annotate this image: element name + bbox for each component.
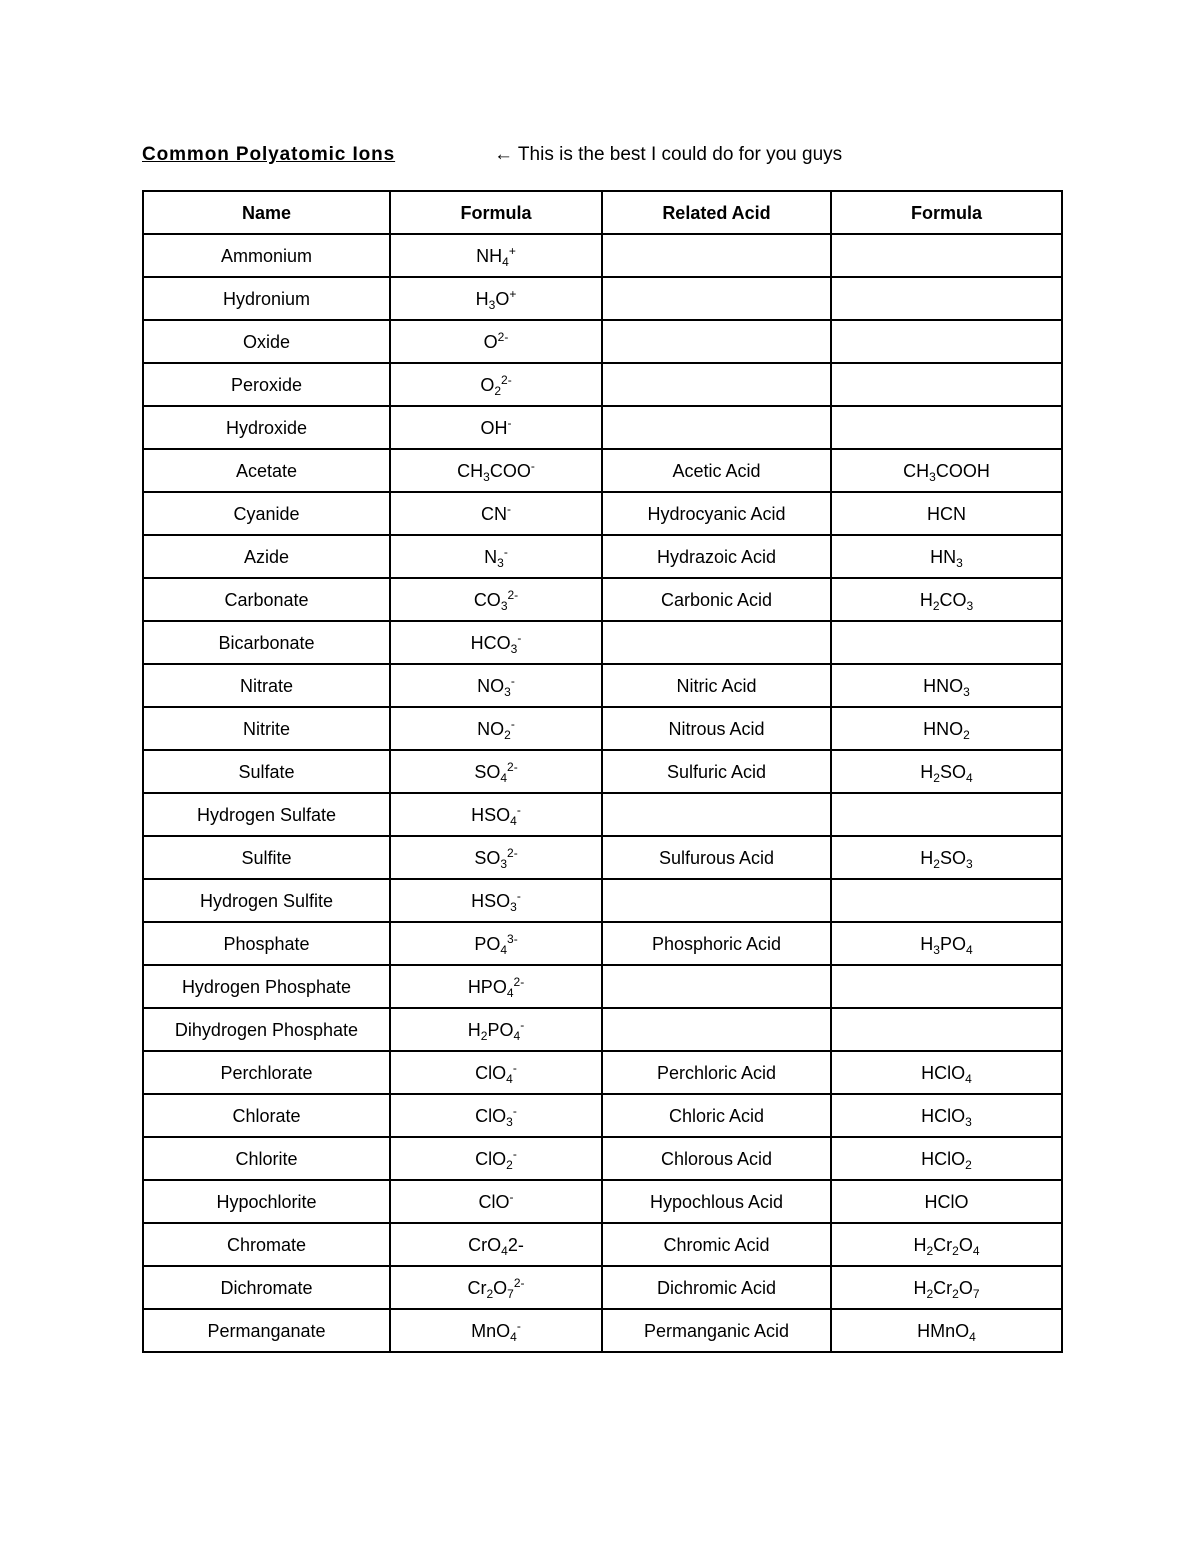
formula-text: CrO <box>468 1234 502 1255</box>
formula-text: HCN <box>927 503 966 524</box>
related-acid-cell: Phosphoric Acid <box>602 922 831 965</box>
ion-name-cell: Nitrate <box>143 664 390 707</box>
ion-name-cell: Hydrogen Sulfite <box>143 879 390 922</box>
formula-subscript: 3 <box>483 469 490 484</box>
formula-text: HNO <box>923 675 964 696</box>
formula-text: SO <box>474 847 501 868</box>
table-row <box>143 449 1062 492</box>
related-acid-cell: Permanganic Acid <box>602 1309 831 1352</box>
ion-name-cell: Phosphate <box>143 922 390 965</box>
table-row <box>143 836 1062 879</box>
related-acid-cell <box>602 406 831 449</box>
related-acid-cell: Hydrazoic Acid <box>602 535 831 578</box>
formula-subscript: 3 <box>929 469 936 484</box>
table-row <box>143 578 1062 621</box>
formula-subscript: 3 <box>510 641 518 656</box>
formula-text: OH <box>480 417 508 438</box>
formula-charge: + <box>508 243 516 258</box>
ion-name-cell: Nitrite <box>143 707 390 750</box>
acid-formula-cell <box>831 922 1062 965</box>
ion-formula-cell <box>390 578 602 621</box>
formula-text: H <box>920 933 934 954</box>
formula-charge: 2- <box>501 372 512 387</box>
formula-subscript: 2 <box>952 1243 959 1258</box>
formula-text: Cr <box>933 1277 953 1298</box>
table-row <box>143 406 1062 449</box>
table-row <box>143 1309 1062 1352</box>
acid-formula-cell <box>831 1266 1062 1309</box>
formula-text: HMnO <box>917 1320 970 1341</box>
formula-charge: - <box>512 1146 517 1161</box>
formula-text: PO <box>487 1019 514 1040</box>
acid-formula-cell <box>831 406 1062 449</box>
formula-subscript: 4 <box>972 1243 980 1258</box>
formula-subscript: 2 <box>926 1243 934 1258</box>
formula-text: PO <box>939 933 966 954</box>
formula-subscript: 3 <box>933 942 940 957</box>
formula-text: O <box>958 1234 973 1255</box>
formula-charge: - <box>510 673 515 688</box>
formula-subscript: 2 <box>926 1286 934 1301</box>
acid-formula-cell <box>831 234 1062 277</box>
formula-text: SO <box>474 761 501 782</box>
ion-name-cell: Dichromate <box>143 1266 390 1309</box>
formula-text: CH <box>903 460 930 481</box>
table-body <box>143 234 1062 1352</box>
acid-formula-cell <box>831 1008 1062 1051</box>
formula-text: HPO <box>467 976 507 997</box>
formula-text: NO <box>477 718 505 739</box>
table-row <box>143 234 1062 277</box>
page-heading <box>142 142 1062 168</box>
formula-charge: 2- <box>513 974 525 989</box>
ion-formula-cell <box>390 664 602 707</box>
formula-charge: - <box>507 501 511 516</box>
formula-text: CO <box>473 589 501 610</box>
formula-charge: + <box>509 286 517 301</box>
ion-formula-cell <box>390 363 602 406</box>
formula-text: CO <box>939 589 967 610</box>
formula-text: O <box>483 331 498 352</box>
related-acid-cell: Hydrocyanic Acid <box>602 492 831 535</box>
table-row <box>143 277 1062 320</box>
formula-text: H <box>920 847 934 868</box>
acid-formula-cell <box>831 320 1062 363</box>
related-acid-cell <box>602 234 831 277</box>
ion-name-cell: Hydrogen Phosphate <box>143 965 390 1008</box>
ion-name-cell: Sulfite <box>143 836 390 879</box>
formula-subscript: 2 <box>506 1157 513 1172</box>
formula-text: MnO <box>471 1320 511 1341</box>
table-row <box>143 922 1062 965</box>
formula-charge: - <box>516 1318 521 1333</box>
formula-subscript: 2 <box>480 1028 488 1043</box>
heading-note: ← This is the best I could do for you guys <box>494 144 843 165</box>
formula-charge: 2- <box>513 1275 525 1290</box>
acid-formula-cell <box>831 707 1062 750</box>
related-acid-cell: Chloric Acid <box>602 1094 831 1137</box>
acid-formula-cell <box>831 965 1062 1008</box>
formula-subscript: 7 <box>972 1286 980 1301</box>
related-acid-cell: Hypochlous Acid <box>602 1180 831 1223</box>
formula-subscript: 3 <box>510 899 517 914</box>
table-row <box>143 1137 1062 1180</box>
ion-name-cell: Dihydrogen Phosphate <box>143 1008 390 1051</box>
acid-formula-cell <box>831 664 1062 707</box>
formula-charge: 2- <box>507 587 519 602</box>
formula-subscript: 2 <box>963 727 970 742</box>
formula-text: H <box>467 1019 481 1040</box>
related-acid-cell: Nitrous Acid <box>602 707 831 750</box>
ion-name-cell: Permanganate <box>143 1309 390 1352</box>
formula-charge: - <box>520 1017 525 1032</box>
ion-name-cell: Carbonate <box>143 578 390 621</box>
acid-formula-cell <box>831 836 1062 879</box>
table-row <box>143 1266 1062 1309</box>
table-row <box>143 320 1062 363</box>
formula-text: ClO <box>475 1105 507 1126</box>
acid-formula-cell <box>831 750 1062 793</box>
related-acid-cell <box>602 621 831 664</box>
table-row <box>143 793 1062 836</box>
formula-text: HClO <box>924 1191 969 1212</box>
formula-charge: - <box>510 716 515 731</box>
ion-formula-cell <box>390 1180 602 1223</box>
formula-subscript: 7 <box>507 1286 514 1301</box>
formula-text: 2- <box>507 1234 524 1255</box>
ion-formula-cell <box>390 1266 602 1309</box>
table-row <box>143 750 1062 793</box>
acid-formula-cell <box>831 1223 1062 1266</box>
acid-formula-cell <box>831 363 1062 406</box>
formula-charge: - <box>517 630 522 645</box>
formula-subscript: 2 <box>965 1157 972 1172</box>
formula-text: O <box>480 374 495 395</box>
formula-text: HClO <box>921 1062 966 1083</box>
ion-formula-cell <box>390 535 602 578</box>
header-related-acid: Related Acid <box>602 191 831 234</box>
header-acid-formula: Formula <box>831 191 1062 234</box>
ion-formula-cell <box>390 1008 602 1051</box>
related-acid-cell <box>602 277 831 320</box>
acid-formula-cell <box>831 793 1062 836</box>
formula-subscript: 3 <box>506 1114 513 1129</box>
formula-text: ClO <box>475 1062 507 1083</box>
formula-subscript: 4 <box>506 1071 513 1086</box>
acid-formula-cell <box>831 621 1062 664</box>
acid-formula-cell <box>831 1051 1062 1094</box>
formula-text: HNO <box>923 718 964 739</box>
formula-charge: - <box>516 888 521 903</box>
acid-formula-cell <box>831 492 1062 535</box>
table-row <box>143 707 1062 750</box>
formula-text: PO <box>474 933 501 954</box>
formula-text: H <box>913 1277 927 1298</box>
related-acid-cell: Nitric Acid <box>602 664 831 707</box>
ion-formula-cell <box>390 965 602 1008</box>
ion-formula-cell <box>390 793 602 836</box>
formula-charge: 2- <box>497 329 509 344</box>
formula-charge: 2- <box>507 845 518 860</box>
ion-formula-cell <box>390 406 602 449</box>
ion-formula-cell <box>390 836 602 879</box>
related-acid-cell: Sulfurous Acid <box>602 836 831 879</box>
formula-subscript: 3 <box>500 598 508 613</box>
formula-subscript: 3 <box>966 598 974 613</box>
formula-subscript: 3 <box>956 555 963 570</box>
related-acid-cell: Sulfuric Acid <box>602 750 831 793</box>
header-name: Name <box>143 191 390 234</box>
formula-subscript: 4 <box>513 1028 521 1043</box>
formula-text: O <box>495 288 510 309</box>
ion-formula-cell <box>390 621 602 664</box>
formula-text: CH <box>457 460 484 481</box>
table-row <box>143 492 1062 535</box>
ion-name-cell: Sulfate <box>143 750 390 793</box>
ion-formula-cell <box>390 1094 602 1137</box>
related-acid-cell: Carbonic Acid <box>602 578 831 621</box>
related-acid-cell: Perchloric Acid <box>602 1051 831 1094</box>
formula-text: HSO <box>471 804 511 825</box>
related-acid-cell <box>602 879 831 922</box>
ion-formula-cell <box>390 1137 602 1180</box>
table-row <box>143 664 1062 707</box>
ion-formula-cell <box>390 922 602 965</box>
formula-text: H <box>919 589 933 610</box>
related-acid-cell <box>602 1008 831 1051</box>
page-title: Common Polyatomic Ions <box>142 144 396 165</box>
formula-subscript: 2 <box>933 770 940 785</box>
formula-charge: - <box>516 802 521 817</box>
related-acid-cell <box>602 965 831 1008</box>
acid-formula-cell <box>831 449 1062 492</box>
formula-subscript: 3 <box>966 856 973 871</box>
formula-subscript: 3 <box>504 684 511 699</box>
ion-name-cell: Acetate <box>143 449 390 492</box>
formula-text: O <box>493 1277 508 1298</box>
formula-text: COO <box>489 460 531 481</box>
formula-text: HSO <box>471 890 511 911</box>
formula-text: HClO <box>921 1105 966 1126</box>
formula-subscript: 2 <box>952 1286 959 1301</box>
related-acid-cell <box>602 363 831 406</box>
table-row <box>143 363 1062 406</box>
acid-formula-cell <box>831 1094 1062 1137</box>
ion-name-cell: Hypochlorite <box>143 1180 390 1223</box>
acid-formula-cell <box>831 535 1062 578</box>
table-header-row <box>143 191 1062 234</box>
formula-text: HCO <box>470 632 511 653</box>
acid-formula-cell <box>831 1137 1062 1180</box>
related-acid-cell: Chlorous Acid <box>602 1137 831 1180</box>
ion-name-cell: Chromate <box>143 1223 390 1266</box>
formula-charge: - <box>509 1189 514 1204</box>
formula-subscript: 3 <box>965 1114 972 1129</box>
formula-subscript: 2 <box>933 856 940 871</box>
ion-formula-cell <box>390 1051 602 1094</box>
formula-subscript: 3 <box>500 856 508 871</box>
formula-subscript: 2 <box>504 727 511 742</box>
formula-charge: - <box>507 415 512 430</box>
formula-charge: 2- <box>507 759 518 774</box>
ion-name-cell: Hydronium <box>143 277 390 320</box>
formula-subscript: 4 <box>506 985 514 1000</box>
ion-name-cell: Perchlorate <box>143 1051 390 1094</box>
ion-name-cell: Hydroxide <box>143 406 390 449</box>
formula-text: N <box>484 546 498 567</box>
table-row <box>143 535 1062 578</box>
formula-charge: 3- <box>507 931 518 946</box>
related-acid-cell: Chromic Acid <box>602 1223 831 1266</box>
formula-subscript: 4 <box>969 1329 976 1344</box>
ion-formula-cell <box>390 707 602 750</box>
ion-formula-cell <box>390 492 602 535</box>
ion-name-cell: Bicarbonate <box>143 621 390 664</box>
formula-text: H <box>475 288 489 309</box>
acid-formula-cell <box>831 277 1062 320</box>
formula-subscript: 2 <box>494 383 502 398</box>
acid-formula-cell <box>831 1309 1062 1352</box>
formula-text: O <box>958 1277 973 1298</box>
formula-text: HN <box>930 546 957 567</box>
ion-formula-cell <box>390 1309 602 1352</box>
ion-name-cell: Azide <box>143 535 390 578</box>
ion-formula-cell <box>390 234 602 277</box>
related-acid-cell <box>602 320 831 363</box>
formula-text: COOH <box>935 460 990 481</box>
related-acid-cell: Dichromic Acid <box>602 1266 831 1309</box>
acid-formula-cell <box>831 578 1062 621</box>
table-row <box>143 1223 1062 1266</box>
formula-subscript: 3 <box>963 684 970 699</box>
formula-subscript: 4 <box>500 770 508 785</box>
related-acid-cell: Acetic Acid <box>602 449 831 492</box>
related-acid-cell <box>602 793 831 836</box>
table-row <box>143 1008 1062 1051</box>
formula-text: NO <box>477 675 505 696</box>
formula-text: SO <box>939 761 966 782</box>
formula-subscript: 4 <box>501 1243 508 1258</box>
formula-subscript: 4 <box>510 1329 517 1344</box>
ion-name-cell: Ammonium <box>143 234 390 277</box>
acid-formula-cell <box>831 879 1062 922</box>
formula-text: Cr <box>933 1234 953 1255</box>
ion-formula-cell <box>390 449 602 492</box>
table-row <box>143 1051 1062 1094</box>
formula-charge: - <box>512 1060 517 1075</box>
formula-text: H <box>913 1234 927 1255</box>
ion-name-cell: Hydrogen Sulfate <box>143 793 390 836</box>
formula-subscript: 2 <box>932 598 940 613</box>
formula-subscript: 4 <box>965 1071 972 1086</box>
ion-name-cell: Chlorite <box>143 1137 390 1180</box>
table-row <box>143 621 1062 664</box>
acid-formula-cell <box>831 1180 1062 1223</box>
formula-charge: - <box>503 544 508 559</box>
formula-text: H <box>920 761 934 782</box>
table-row <box>143 879 1062 922</box>
formula-subscript: 4 <box>510 813 517 828</box>
ion-formula-cell <box>390 879 602 922</box>
ion-formula-cell <box>390 320 602 363</box>
formula-charge: - <box>530 458 535 473</box>
ion-name-cell: Chlorate <box>143 1094 390 1137</box>
formula-charge: - <box>512 1103 517 1118</box>
ion-formula-cell <box>390 1223 602 1266</box>
formula-text: CN <box>481 503 507 524</box>
formula-subscript: 4 <box>502 254 509 269</box>
formula-text: Cr <box>467 1277 487 1298</box>
ion-formula-cell <box>390 277 602 320</box>
formula-subscript: 4 <box>966 770 973 785</box>
ion-formula-cell <box>390 750 602 793</box>
formula-subscript: 3 <box>488 297 496 312</box>
formula-subscript: 3 <box>497 555 504 570</box>
ion-name-cell: Cyanide <box>143 492 390 535</box>
header-formula: Formula <box>390 191 602 234</box>
formula-subscript: 4 <box>966 942 973 957</box>
formula-text: NH <box>476 245 503 266</box>
table-row <box>143 1180 1062 1223</box>
formula-text: HClO <box>921 1148 966 1169</box>
table-row <box>143 965 1062 1008</box>
formula-text: SO <box>939 847 966 868</box>
formula-subscript: 4 <box>500 942 508 957</box>
ion-name-cell: Oxide <box>143 320 390 363</box>
ion-name-cell: Peroxide <box>143 363 390 406</box>
polyatomic-ions-table <box>142 190 1063 1353</box>
table-row <box>143 1094 1062 1137</box>
formula-text: ClO <box>475 1148 507 1169</box>
formula-subscript: 2 <box>486 1286 494 1301</box>
formula-text: ClO <box>478 1191 510 1212</box>
